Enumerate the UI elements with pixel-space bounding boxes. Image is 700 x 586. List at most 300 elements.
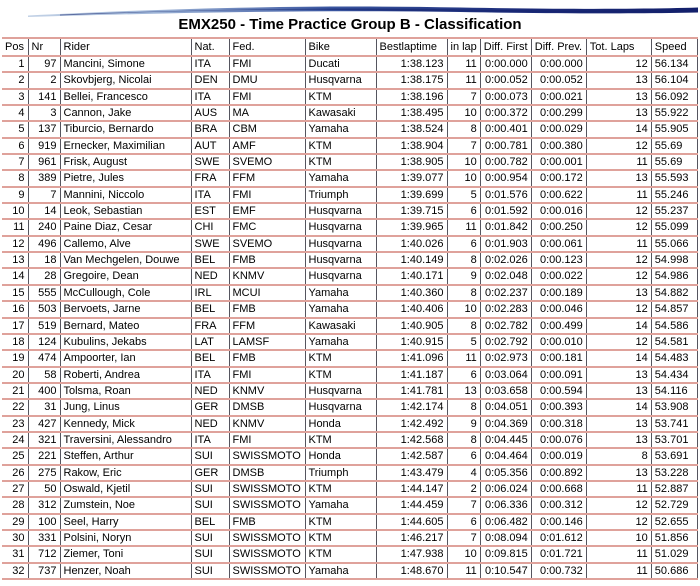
cell-bike: Husqvarna (305, 219, 376, 235)
cell-bike: KTM (305, 432, 376, 448)
cell-diff-prev: 0:00.029 (531, 121, 586, 137)
cell-fed: FMI (229, 187, 305, 203)
cell-diff-prev: 0:00.181 (531, 350, 586, 366)
cell-bike: Husqvarna (305, 72, 376, 88)
cell-bike: KTM (305, 89, 376, 105)
cell-nat: AUT (191, 138, 229, 154)
cell-speed: 54.857 (651, 301, 697, 317)
cell-nat: ITA (191, 56, 229, 72)
cell-nr: 137 (28, 121, 60, 137)
cell-bestlaptime: 1:39.699 (376, 187, 447, 203)
cell-bestlaptime: 1:39.715 (376, 203, 447, 219)
cell-pos: 23 (2, 416, 28, 432)
cell-nr: 14 (28, 203, 60, 219)
cell-diff-prev: 0:00.016 (531, 203, 586, 219)
cell-bestlaptime: 1:40.360 (376, 285, 447, 301)
cell-fed: LAMSF (229, 334, 305, 350)
result-row (2, 399, 697, 415)
result-row (2, 105, 697, 121)
cell-speed: 55.246 (651, 187, 697, 203)
result-row (2, 367, 697, 383)
cell-bestlaptime: 1:38.524 (376, 121, 447, 137)
cell-nat: CHI (191, 219, 229, 235)
cell-nat: ITA (191, 89, 229, 105)
cell-diff-first: 0:01.842 (480, 219, 531, 235)
column-header-rider: Rider (60, 38, 191, 56)
cell-bestlaptime: 1:41.096 (376, 350, 447, 366)
cell-nr: 3 (28, 105, 60, 121)
cell-rider: Henzer, Noah (60, 563, 191, 579)
result-row (2, 89, 697, 105)
cell-rider: Kennedy, Mick (60, 416, 191, 432)
cell-nr: 2 (28, 72, 60, 88)
cell-rider: Polsini, Noryn (60, 530, 191, 546)
column-header-bestlaptime: Bestlaptime (376, 38, 447, 56)
result-row (2, 465, 697, 481)
cell-in-lap: 7 (447, 138, 480, 154)
cell-rider: Gregoire, Dean (60, 268, 191, 284)
cell-tot-laps: 12 (586, 203, 651, 219)
cell-bike: Honda (305, 448, 376, 464)
cell-rider: Leok, Sebastian (60, 203, 191, 219)
cell-bestlaptime: 1:46.217 (376, 530, 447, 546)
cell-nr: 100 (28, 514, 60, 530)
cell-nr: 712 (28, 546, 60, 562)
cell-diff-prev: 0:00.189 (531, 285, 586, 301)
result-row (2, 546, 697, 562)
cell-bike: Yamaha (305, 334, 376, 350)
cell-diff-first: 0:00.782 (480, 154, 531, 170)
cell-rider: Oswald, Kjetil (60, 481, 191, 497)
classification-table (2, 37, 698, 580)
cell-in-lap: 10 (447, 105, 480, 121)
cell-tot-laps: 12 (586, 219, 651, 235)
cell-pos: 14 (2, 268, 28, 284)
result-row (2, 334, 697, 350)
cell-nr: 503 (28, 301, 60, 317)
result-row (2, 497, 697, 513)
cell-diff-first: 0:00.372 (480, 105, 531, 121)
cell-fed: FMI (229, 56, 305, 72)
cell-speed: 55.69 (651, 154, 697, 170)
cell-diff-first: 0:01.576 (480, 187, 531, 203)
table-header (2, 38, 697, 56)
cell-nat: FRA (191, 170, 229, 186)
cell-speed: 54.581 (651, 334, 697, 350)
cell-diff-prev: 0:00.052 (531, 72, 586, 88)
cell-nat: SUI (191, 563, 229, 579)
cell-bestlaptime: 1:41.187 (376, 367, 447, 383)
cell-in-lap: 5 (447, 334, 480, 350)
cell-pos: 28 (2, 497, 28, 513)
cell-tot-laps: 13 (586, 465, 651, 481)
cell-nr: 737 (28, 563, 60, 579)
cell-rider: Mancini, Simone (60, 56, 191, 72)
cell-in-lap: 8 (447, 399, 480, 415)
cell-nat: SWE (191, 236, 229, 252)
cell-diff-prev: 0:00.000 (531, 56, 586, 72)
page-title: EMX250 - Time Practice Group B - Classification (178, 16, 522, 33)
cell-pos: 31 (2, 546, 28, 562)
cell-rider: Jung, Linus (60, 399, 191, 415)
cell-diff-prev: 0:01.721 (531, 546, 586, 562)
cell-speed: 53.228 (651, 465, 697, 481)
cell-nat: ITA (191, 187, 229, 203)
cell-diff-prev: 0:00.123 (531, 252, 586, 268)
cell-nat: NED (191, 416, 229, 432)
cell-rider: McCullough, Cole (60, 285, 191, 301)
cell-speed: 53.701 (651, 432, 697, 448)
result-row (2, 187, 697, 203)
cell-nat: BEL (191, 350, 229, 366)
cell-in-lap: 6 (447, 236, 480, 252)
cell-nat: DEN (191, 72, 229, 88)
cell-diff-first: 0:03.064 (480, 367, 531, 383)
cell-fed: SWISSMOTO (229, 530, 305, 546)
cell-pos: 15 (2, 285, 28, 301)
cell-diff-first: 0:00.401 (480, 121, 531, 137)
cell-pos: 21 (2, 383, 28, 399)
cell-diff-prev: 0:00.010 (531, 334, 586, 350)
column-header-nr: Nr (28, 38, 60, 56)
cell-in-lap: 11 (447, 350, 480, 366)
cell-tot-laps: 13 (586, 105, 651, 121)
cell-nat: SUI (191, 546, 229, 562)
cell-tot-laps: 11 (586, 187, 651, 203)
cell-fed: EMF (229, 203, 305, 219)
cell-diff-first: 0:01.903 (480, 236, 531, 252)
cell-fed: CBM (229, 121, 305, 137)
cell-diff-prev: 0:00.393 (531, 399, 586, 415)
cell-bike: Kawasaki (305, 318, 376, 334)
cell-rider: Mannini, Niccolo (60, 187, 191, 203)
cell-speed: 55.593 (651, 170, 697, 186)
cell-bestlaptime: 1:40.905 (376, 318, 447, 334)
cell-in-lap: 7 (447, 530, 480, 546)
cell-diff-first: 0:04.464 (480, 448, 531, 464)
cell-bike: Honda (305, 416, 376, 432)
cell-fed: FMI (229, 367, 305, 383)
cell-in-lap: 10 (447, 170, 480, 186)
cell-rider: Zumstein, Noe (60, 497, 191, 513)
cell-diff-first: 0:08.094 (480, 530, 531, 546)
cell-nat: GER (191, 465, 229, 481)
cell-bestlaptime: 1:38.196 (376, 89, 447, 105)
cell-bike: KTM (305, 481, 376, 497)
cell-tot-laps: 12 (586, 268, 651, 284)
cell-fed: DMU (229, 72, 305, 88)
column-header-nat: Nat. (191, 38, 229, 56)
cell-diff-prev: 0:00.172 (531, 170, 586, 186)
cell-diff-first: 0:02.237 (480, 285, 531, 301)
cell-in-lap: 5 (447, 187, 480, 203)
cell-bike: KTM (305, 514, 376, 530)
cell-bike: Triumph (305, 465, 376, 481)
cell-nat: SUI (191, 448, 229, 464)
cell-diff-first: 0:00.000 (480, 56, 531, 72)
result-row (2, 350, 697, 366)
cell-diff-prev: 0:00.250 (531, 219, 586, 235)
cell-tot-laps: 13 (586, 89, 651, 105)
cell-speed: 54.586 (651, 318, 697, 334)
cell-speed: 55.066 (651, 236, 697, 252)
cell-nr: 28 (28, 268, 60, 284)
result-row (2, 268, 697, 284)
cell-in-lap: 8 (447, 318, 480, 334)
cell-rider: Ampoorter, Ian (60, 350, 191, 366)
cell-nat: SUI (191, 530, 229, 546)
cell-bestlaptime: 1:38.904 (376, 138, 447, 154)
cell-pos: 3 (2, 89, 28, 105)
cell-diff-prev: 0:00.019 (531, 448, 586, 464)
cell-nr: 331 (28, 530, 60, 546)
cell-nr: 240 (28, 219, 60, 235)
cell-nr: 31 (28, 399, 60, 415)
cell-nat: ITA (191, 432, 229, 448)
cell-pos: 22 (2, 399, 28, 415)
cell-pos: 6 (2, 138, 28, 154)
cell-pos: 13 (2, 252, 28, 268)
cell-bestlaptime: 1:38.123 (376, 56, 447, 72)
cell-pos: 19 (2, 350, 28, 366)
cell-bestlaptime: 1:40.149 (376, 252, 447, 268)
cell-rider: Traversini, Alessandro (60, 432, 191, 448)
cell-bestlaptime: 1:38.905 (376, 154, 447, 170)
table-header-row (2, 38, 697, 56)
cell-pos: 11 (2, 219, 28, 235)
cell-fed: FFM (229, 318, 305, 334)
cell-fed: SWISSMOTO (229, 546, 305, 562)
cell-diff-first: 0:00.052 (480, 72, 531, 88)
cell-nr: 555 (28, 285, 60, 301)
cell-bike: Husqvarna (305, 268, 376, 284)
cell-bike: Ducati (305, 56, 376, 72)
cell-diff-prev: 0:00.594 (531, 383, 586, 399)
cell-speed: 53.741 (651, 416, 697, 432)
cell-nat: ITA (191, 367, 229, 383)
cell-bike: Husqvarna (305, 236, 376, 252)
result-row (2, 383, 697, 399)
cell-bike: Yamaha (305, 301, 376, 317)
result-row (2, 236, 697, 252)
cell-diff-prev: 0:00.318 (531, 416, 586, 432)
cell-tot-laps: 13 (586, 285, 651, 301)
cell-rider: Steffen, Arthur (60, 448, 191, 464)
cell-tot-laps: 12 (586, 334, 651, 350)
cell-pos: 12 (2, 236, 28, 252)
cell-diff-first: 0:04.369 (480, 416, 531, 432)
result-row (2, 530, 697, 546)
cell-pos: 2 (2, 72, 28, 88)
cell-bike: KTM (305, 367, 376, 383)
cell-in-lap: 2 (447, 481, 480, 497)
cell-nat: AUS (191, 105, 229, 121)
cell-diff-first: 0:01.592 (480, 203, 531, 219)
cell-nr: 124 (28, 334, 60, 350)
table-body (2, 56, 697, 579)
cell-fed: FMB (229, 252, 305, 268)
cell-pos: 20 (2, 367, 28, 383)
cell-nr: 474 (28, 350, 60, 366)
cell-bestlaptime: 1:40.171 (376, 268, 447, 284)
cell-nr: 221 (28, 448, 60, 464)
cell-pos: 18 (2, 334, 28, 350)
cell-tot-laps: 12 (586, 301, 651, 317)
cell-in-lap: 9 (447, 268, 480, 284)
cell-in-lap: 8 (447, 252, 480, 268)
column-header-bike: Bike (305, 38, 376, 56)
cell-bestlaptime: 1:42.492 (376, 416, 447, 432)
cell-diff-prev: 0:00.499 (531, 318, 586, 334)
result-row (2, 318, 697, 334)
cell-nat: SUI (191, 481, 229, 497)
cell-pos: 1 (2, 56, 28, 72)
cell-speed: 56.134 (651, 56, 697, 72)
column-header-fed: Fed. (229, 38, 305, 56)
cell-fed: KNMV (229, 268, 305, 284)
cell-in-lap: 10 (447, 154, 480, 170)
cell-diff-first: 0:00.954 (480, 170, 531, 186)
result-row (2, 563, 697, 579)
cell-fed: FMI (229, 432, 305, 448)
cell-diff-prev: 0:00.732 (531, 563, 586, 579)
cell-rider: Kubulins, Jekabs (60, 334, 191, 350)
cell-rider: Paine Diaz, Cesar (60, 219, 191, 235)
cell-nr: 312 (28, 497, 60, 513)
cell-in-lap: 8 (447, 121, 480, 137)
cell-nr: 7 (28, 187, 60, 203)
result-row (2, 432, 697, 448)
cell-bike: Husqvarna (305, 252, 376, 268)
cell-tot-laps: 11 (586, 236, 651, 252)
column-header-tot-laps: Tot. Laps (586, 38, 651, 56)
cell-nr: 50 (28, 481, 60, 497)
cell-diff-first: 0:02.792 (480, 334, 531, 350)
cell-rider: Bernard, Mateo (60, 318, 191, 334)
cell-tot-laps: 12 (586, 497, 651, 513)
cell-diff-first: 0:06.336 (480, 497, 531, 513)
cell-diff-prev: 0:00.622 (531, 187, 586, 203)
cell-pos: 5 (2, 121, 28, 137)
cell-speed: 54.882 (651, 285, 697, 301)
cell-tot-laps: 11 (586, 481, 651, 497)
cell-fed: KNMV (229, 416, 305, 432)
cell-bike: Husqvarna (305, 203, 376, 219)
cell-nr: 275 (28, 465, 60, 481)
cell-nat: LAT (191, 334, 229, 350)
cell-diff-first: 0:02.973 (480, 350, 531, 366)
cell-rider: Cannon, Jake (60, 105, 191, 121)
result-row (2, 416, 697, 432)
result-row (2, 219, 697, 235)
cell-in-lap: 10 (447, 546, 480, 562)
cell-pos: 10 (2, 203, 28, 219)
cell-pos: 8 (2, 170, 28, 186)
cell-bestlaptime: 1:39.965 (376, 219, 447, 235)
cell-nat: NED (191, 383, 229, 399)
cell-in-lap: 13 (447, 383, 480, 399)
cell-bike: Yamaha (305, 121, 376, 137)
cell-fed: DMSB (229, 399, 305, 415)
cell-pos: 30 (2, 530, 28, 546)
cell-diff-first: 0:06.024 (480, 481, 531, 497)
cell-fed: FFM (229, 170, 305, 186)
result-row (2, 301, 697, 317)
cell-pos: 7 (2, 154, 28, 170)
cell-bestlaptime: 1:44.147 (376, 481, 447, 497)
cell-diff-first: 0:02.283 (480, 301, 531, 317)
cell-tot-laps: 13 (586, 416, 651, 432)
result-row (2, 121, 697, 137)
cell-bestlaptime: 1:43.479 (376, 465, 447, 481)
cell-tot-laps: 14 (586, 399, 651, 415)
cell-tot-laps: 14 (586, 350, 651, 366)
cell-speed: 54.116 (651, 383, 697, 399)
cell-diff-prev: 0:00.001 (531, 154, 586, 170)
cell-speed: 55.237 (651, 203, 697, 219)
cell-diff-prev: 0:00.022 (531, 268, 586, 284)
cell-fed: FMC (229, 219, 305, 235)
result-row (2, 56, 697, 72)
cell-fed: SVEMO (229, 236, 305, 252)
cell-speed: 51.029 (651, 546, 697, 562)
cell-speed: 55.69 (651, 138, 697, 154)
cell-in-lap: 7 (447, 89, 480, 105)
cell-rider: Tiburcio, Bernardo (60, 121, 191, 137)
cell-pos: 17 (2, 318, 28, 334)
cell-tot-laps: 12 (586, 56, 651, 72)
cell-in-lap: 10 (447, 301, 480, 317)
cell-in-lap: 7 (447, 497, 480, 513)
cell-diff-first: 0:06.482 (480, 514, 531, 530)
cell-in-lap: 8 (447, 432, 480, 448)
cell-fed: SWISSMOTO (229, 497, 305, 513)
result-row (2, 481, 697, 497)
cell-speed: 52.887 (651, 481, 697, 497)
cell-in-lap: 6 (447, 448, 480, 464)
cell-fed: SVEMO (229, 154, 305, 170)
cell-diff-first: 0:02.048 (480, 268, 531, 284)
cell-pos: 9 (2, 187, 28, 203)
cell-bestlaptime: 1:42.568 (376, 432, 447, 448)
cell-pos: 29 (2, 514, 28, 530)
cell-tot-laps: 11 (586, 546, 651, 562)
cell-diff-first: 0:02.782 (480, 318, 531, 334)
cell-fed: SWISSMOTO (229, 563, 305, 579)
cell-in-lap: 9 (447, 416, 480, 432)
cell-diff-first: 0:04.445 (480, 432, 531, 448)
cell-speed: 52.729 (651, 497, 697, 513)
cell-tot-laps: 12 (586, 252, 651, 268)
cell-rider: Frisk, August (60, 154, 191, 170)
cell-in-lap: 8 (447, 285, 480, 301)
cell-tot-laps: 10 (586, 530, 651, 546)
cell-in-lap: 4 (447, 465, 480, 481)
cell-tot-laps: 14 (586, 121, 651, 137)
cell-bike: KTM (305, 530, 376, 546)
cell-bestlaptime: 1:38.495 (376, 105, 447, 121)
cell-fed: KNMV (229, 383, 305, 399)
cell-pos: 4 (2, 105, 28, 121)
cell-pos: 26 (2, 465, 28, 481)
cell-nat: NED (191, 268, 229, 284)
result-row (2, 252, 697, 268)
cell-speed: 55.099 (651, 219, 697, 235)
cell-bestlaptime: 1:40.026 (376, 236, 447, 252)
result-row (2, 154, 697, 170)
cell-bestlaptime: 1:41.781 (376, 383, 447, 399)
cell-diff-prev: 0:00.146 (531, 514, 586, 530)
